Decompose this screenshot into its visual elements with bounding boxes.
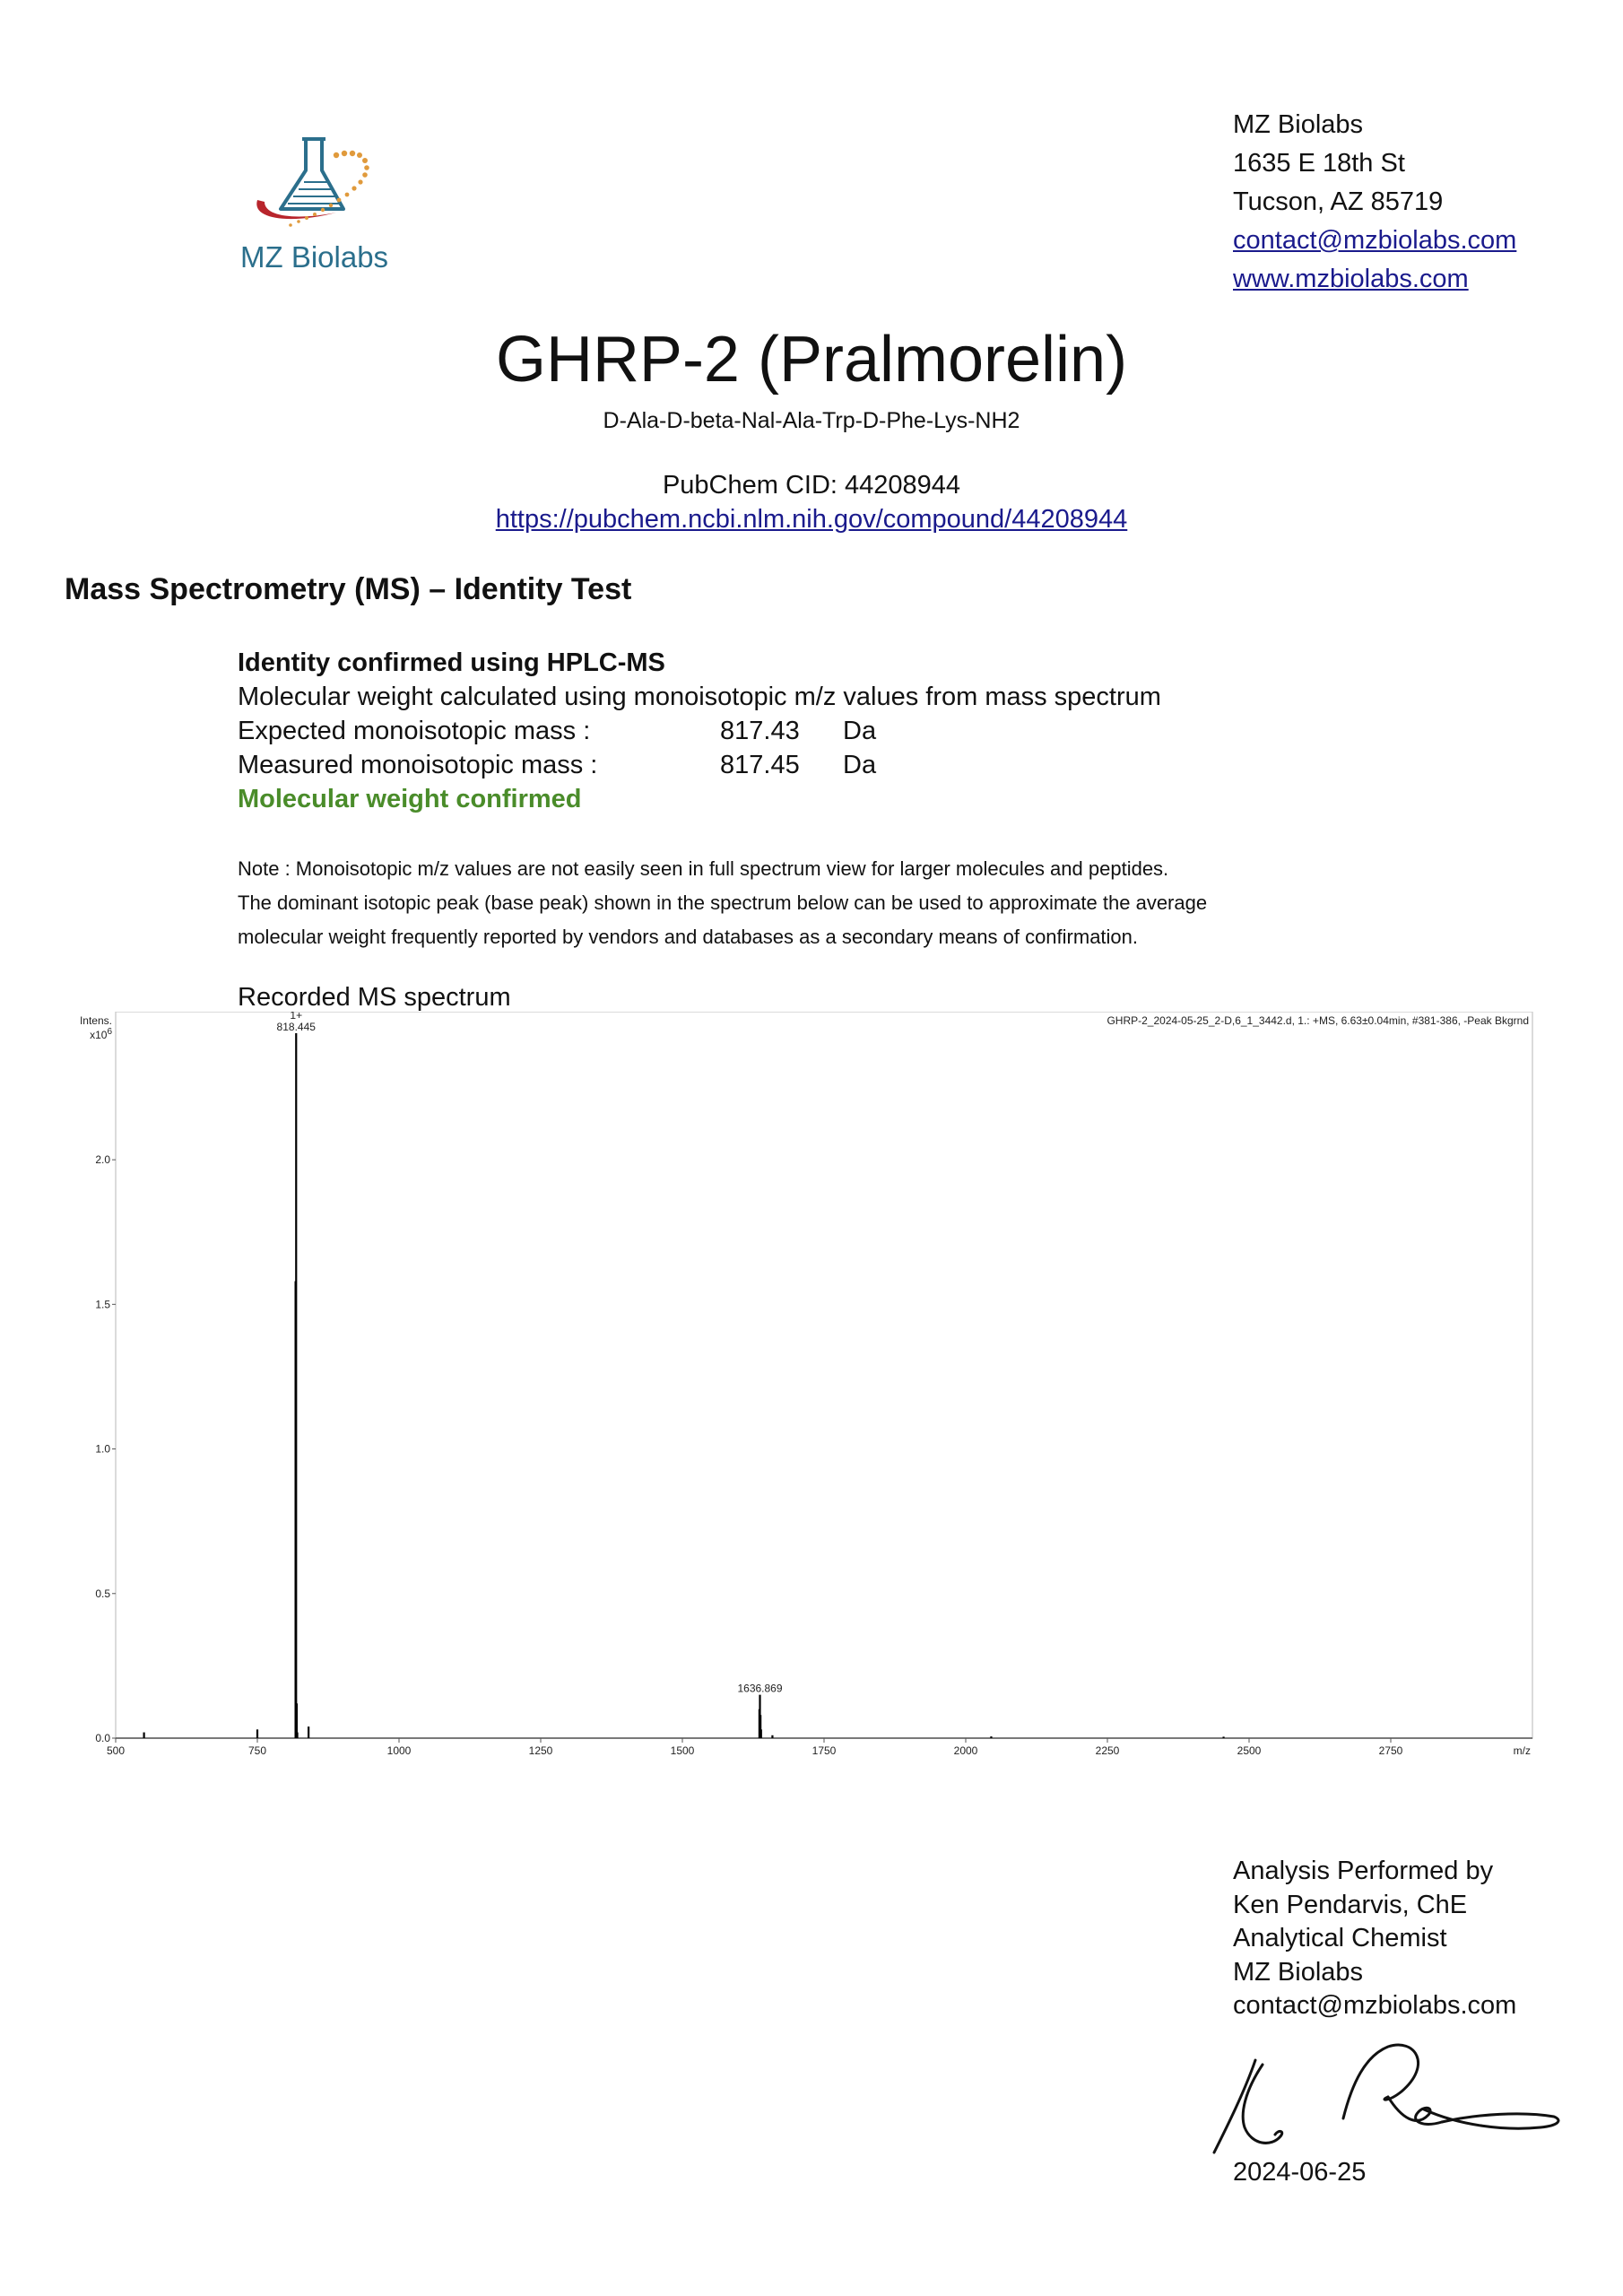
signature-date: 2024-06-25 — [1233, 2158, 1367, 2187]
expected-mass-label: Expected monoisotopic mass : — [238, 717, 591, 745]
company-email-link[interactable]: contact@mzbiolabs.com — [1233, 226, 1517, 255]
identity-heading: Identity confirmed using HPLC-MS — [238, 648, 665, 677]
x-axis-label: m/z — [1513, 1744, 1531, 1756]
measured-mass-value: 817.45 — [720, 751, 800, 779]
expected-mass-row — [238, 714, 1161, 748]
note-line-2: The dominant isotopic peak (base peak) shown in the spectrum below can be used to approximate the average — [238, 891, 1208, 914]
plot-frame — [116, 1012, 1532, 1738]
pubchem-link[interactable]: https://pubchem.ncbi.nlm.nih.gov/compound/44208944 — [495, 505, 1128, 534]
identity-method: Molecular weight calculated using monoisotopic m/z values from mass spectrum — [238, 683, 1161, 711]
company-website-link[interactable]: www.mzbiolabs.com — [1233, 265, 1469, 293]
peak-charge-label: 1+ — [290, 1012, 303, 1022]
section-heading: Mass Spectrometry (MS) – Identity Test — [65, 572, 632, 606]
x-tick-label: 2000 — [953, 1744, 978, 1756]
logo-text: MZ Biolabs — [240, 240, 389, 274]
note-block — [238, 852, 1207, 954]
x-tick-label: 2250 — [1095, 1744, 1120, 1756]
ms-spectrum-chart — [54, 1012, 1542, 1756]
y-axis-label: Intens. — [79, 1014, 112, 1027]
handwritten-signature — [1209, 2029, 1567, 2163]
analyst-role: Analytical Chemist — [1233, 1924, 1447, 1952]
x-tick-label: 2750 — [1378, 1744, 1403, 1756]
measured-mass-unit: Da — [843, 751, 877, 779]
compound-sequence: D-Ala-D-beta-Nal-Ala-Trp-D-Phe-Lys-NH2 — [603, 408, 1020, 433]
result-confirmed: Molecular weight confirmed — [238, 785, 582, 813]
peak-mz-label: 1636.869 — [737, 1682, 783, 1695]
x-tick-label: 1500 — [670, 1744, 695, 1756]
analyst-email: contact@mzbiolabs.com — [1233, 1991, 1517, 2020]
company-street: 1635 E 18th St — [1233, 149, 1405, 178]
x-tick-label: 1000 — [386, 1744, 412, 1756]
spectrum-title: GHRP-2_2024-05-25_2-D,6_1_3442.d, 1.: +MS, 6.63±0.04min, #381-386, -Peak Bkgrnd — [1107, 1014, 1529, 1027]
measured-mass-row — [238, 748, 1161, 782]
spectrum-label: Recorded MS spectrum — [238, 983, 511, 1012]
y-axis-scale: $x10^6$ — [90, 1027, 112, 1041]
x-tick-label: 1250 — [528, 1744, 553, 1756]
note-line-1: Note : Monoisotopic m/z values are not easily seen in full spectrum view for larger molecules and peptides. — [238, 857, 1169, 880]
expected-mass-value: 817.43 — [720, 717, 800, 745]
x-tick-label: 500 — [106, 1744, 126, 1756]
expected-mass-unit: Da — [843, 717, 877, 745]
peak-mz-label: 818.445 — [276, 1021, 316, 1033]
y-tick-label: 2.0 — [95, 1153, 110, 1167]
y-tick-label: 1.0 — [95, 1442, 110, 1456]
x-tick-label: 750 — [247, 1744, 267, 1756]
identity-block — [238, 646, 1161, 816]
y-tick-label: 0.5 — [95, 1587, 110, 1600]
note-line-3: molecular weight frequently reported by vendors and databases as a secondary means of confirmation. — [238, 926, 1139, 948]
company-address — [1233, 106, 1516, 299]
company-city: Tucson, AZ 85719 — [1233, 187, 1444, 216]
analysis-block — [1233, 1855, 1516, 2023]
y-tick-label: 0.0 — [95, 1732, 110, 1744]
x-tick-label: 1750 — [812, 1744, 837, 1756]
pubchem-cid: PubChem CID: 44208944 — [662, 471, 961, 500]
x-tick-label: 2500 — [1237, 1744, 1262, 1756]
analysis-performed-by: Analysis Performed by — [1233, 1857, 1494, 1885]
company-name: MZ Biolabs — [1233, 110, 1364, 139]
compound-title: GHRP-2 (Pralmorelin) — [495, 324, 1128, 396]
y-tick-label: 1.5 — [95, 1298, 110, 1311]
measured-mass-label: Measured monoisotopic mass : — [238, 751, 598, 779]
analyst-name: Ken Pendarvis, ChE — [1233, 1890, 1468, 1919]
analyst-company: MZ Biolabs — [1233, 1957, 1364, 1987]
